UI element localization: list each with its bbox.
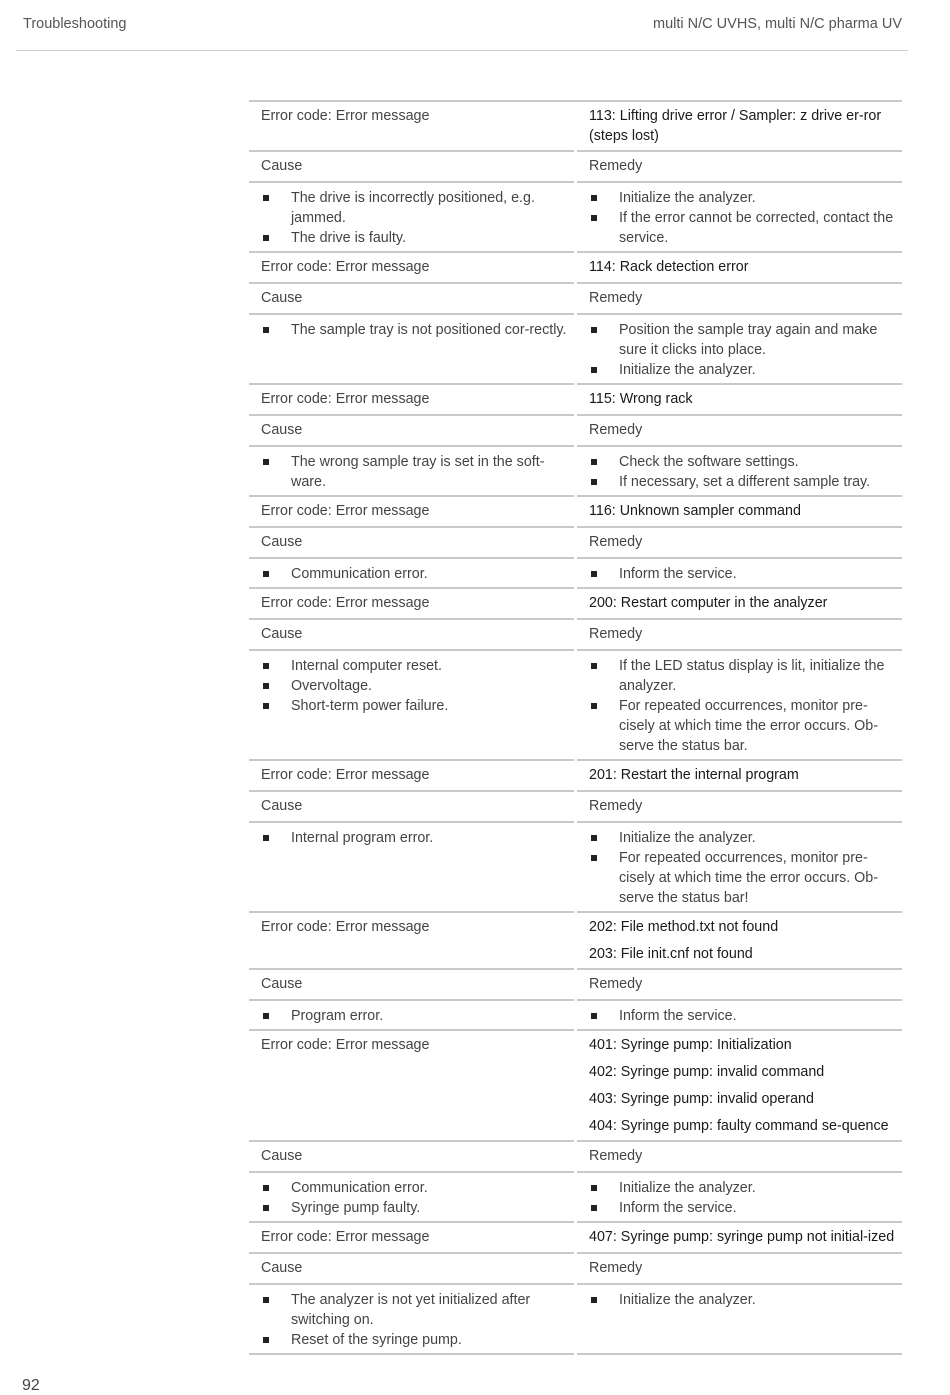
error-entry xyxy=(249,1223,902,1355)
cause-remedy-header-row xyxy=(249,528,902,559)
remedy-list xyxy=(589,1178,898,1218)
error-code-message: 404: Syringe pump: faulty command se-quence xyxy=(589,1118,889,1134)
cause-cell xyxy=(249,183,574,253)
cause-remedy-row xyxy=(249,1285,902,1355)
error-code-cell xyxy=(577,761,902,792)
cause-remedy-row xyxy=(249,315,902,385)
remedy-item: For repeated occurrences, monitor pre-cisely at which time the error occurs. Ob-serve the status bar! xyxy=(589,848,898,908)
product-name: multi N/C UVHS, multi N/C pharma UV xyxy=(653,16,902,32)
cause-list xyxy=(261,1178,570,1218)
error-entry xyxy=(249,589,902,761)
remedy-list xyxy=(589,828,898,908)
cause-heading: Cause xyxy=(261,290,303,306)
remedy-heading: Remedy xyxy=(589,976,643,992)
error-code-message: 203: File init.cnf not found xyxy=(589,946,753,962)
remedy-item: Check the software settings. xyxy=(589,452,898,472)
cause-item: Communication error. xyxy=(261,564,570,584)
cause-header-cell xyxy=(249,620,574,651)
remedy-item: Inform the service. xyxy=(589,1198,898,1218)
error-code-message: 407: Syringe pump: syringe pump not initial-ized xyxy=(589,1229,895,1245)
cause-header-cell xyxy=(249,1142,574,1173)
error-entry xyxy=(249,497,902,589)
error-code-row xyxy=(249,1031,902,1142)
error-entry xyxy=(249,913,902,1031)
cause-list xyxy=(261,564,570,584)
remedy-item: If necessary, set a different sample tray. xyxy=(589,472,898,492)
cause-item: Short-term power failure. xyxy=(261,696,570,716)
cause-remedy-row xyxy=(249,447,902,497)
error-code-row xyxy=(249,253,902,284)
cause-remedy-header-row xyxy=(249,970,902,1001)
remedy-list xyxy=(589,1290,898,1310)
remedy-list xyxy=(589,452,898,492)
remedy-header-cell xyxy=(577,284,902,315)
cause-remedy-row xyxy=(249,1001,902,1031)
remedy-header-cell xyxy=(577,970,902,1001)
remedy-item: If the LED status display is lit, initialize the analyzer. xyxy=(589,656,898,696)
error-code-message: 114: Rack detection error xyxy=(589,259,749,275)
error-code-message: 402: Syringe pump: invalid command xyxy=(589,1064,825,1080)
remedy-heading: Remedy xyxy=(589,626,643,642)
remedy-header-cell xyxy=(577,1254,902,1285)
error-code-cell xyxy=(577,385,902,416)
cause-list xyxy=(261,320,570,340)
page-number: 92 xyxy=(22,1377,40,1394)
cause-item: Syringe pump faulty. xyxy=(261,1198,570,1218)
cause-remedy-row xyxy=(249,183,902,253)
remedy-item: Initialize the analyzer. xyxy=(589,1178,898,1198)
error-code-cell xyxy=(577,102,902,152)
error-code-label-cell xyxy=(249,1223,574,1254)
cause-remedy-row xyxy=(249,559,902,589)
error-code-cell xyxy=(577,589,902,620)
cause-item: The drive is incorrectly positioned, e.g. jammed. xyxy=(261,188,570,228)
remedy-list xyxy=(589,1006,898,1026)
cause-heading: Cause xyxy=(261,1148,303,1164)
cause-header-cell xyxy=(249,792,574,823)
error-code-message: 201: Restart the internal program xyxy=(589,767,799,783)
remedy-list xyxy=(589,564,898,584)
remedy-list xyxy=(589,320,898,380)
cause-item: Program error. xyxy=(261,1006,570,1026)
cause-remedy-row xyxy=(249,651,902,761)
cause-cell xyxy=(249,1173,574,1223)
remedy-header-cell xyxy=(577,528,902,559)
cause-list xyxy=(261,188,570,248)
cause-item: The wrong sample tray is set in the soft-ware. xyxy=(261,452,570,492)
cause-cell xyxy=(249,651,574,761)
error-code-row xyxy=(249,102,902,152)
error-code-label-cell xyxy=(249,589,574,620)
cause-item: Overvoltage. xyxy=(261,676,570,696)
remedy-item: Initialize the analyzer. xyxy=(589,188,898,208)
error-code-row xyxy=(249,589,902,620)
error-code-cell xyxy=(577,497,902,528)
error-code-message: 115: Wrong rack xyxy=(589,391,693,407)
remedy-header-cell xyxy=(577,416,902,447)
error-code-label-cell xyxy=(249,761,574,792)
remedy-item: Inform the service. xyxy=(589,1006,898,1026)
cause-cell xyxy=(249,1285,574,1355)
remedy-heading: Remedy xyxy=(589,158,643,174)
remedy-header-cell xyxy=(577,1142,902,1173)
remedy-list xyxy=(589,188,898,248)
cause-remedy-row xyxy=(249,823,902,913)
remedy-header-cell xyxy=(577,792,902,823)
error-code-label: Error code: Error message xyxy=(261,595,430,611)
cause-heading: Cause xyxy=(261,534,303,550)
error-code-label-cell xyxy=(249,253,574,284)
error-code-row xyxy=(249,497,902,528)
cause-header-cell xyxy=(249,152,574,183)
error-code-label: Error code: Error message xyxy=(261,767,430,783)
remedy-item: Initialize the analyzer. xyxy=(589,1290,898,1310)
error-code-label: Error code: Error message xyxy=(261,259,430,275)
cause-list xyxy=(261,452,570,492)
error-code-label: Error code: Error message xyxy=(261,108,430,124)
cause-item: Reset of the syringe pump. xyxy=(261,1330,570,1350)
remedy-cell xyxy=(577,1173,902,1223)
cause-header-cell xyxy=(249,970,574,1001)
cause-header-cell xyxy=(249,416,574,447)
cause-remedy-header-row xyxy=(249,1142,902,1173)
cause-cell xyxy=(249,559,574,589)
page-header xyxy=(16,0,908,51)
cause-header-cell xyxy=(249,528,574,559)
error-code-cell xyxy=(577,913,902,970)
cause-item: The analyzer is not yet initialized after switching on. xyxy=(261,1290,570,1330)
cause-remedy-header-row xyxy=(249,416,902,447)
cause-cell xyxy=(249,823,574,913)
remedy-item: For repeated occurrences, monitor pre-cisely at which time the error occurs. Ob-serve the status bar. xyxy=(589,696,898,756)
cause-item: Communication error. xyxy=(261,1178,570,1198)
cause-header-cell xyxy=(249,1254,574,1285)
section-title: Troubleshooting xyxy=(23,16,127,32)
cause-heading: Cause xyxy=(261,158,303,174)
cause-list xyxy=(261,828,570,848)
cause-heading: Cause xyxy=(261,798,303,814)
cause-remedy-header-row xyxy=(249,1254,902,1285)
remedy-item: Inform the service. xyxy=(589,564,898,584)
remedy-item: Initialize the analyzer. xyxy=(589,828,898,848)
cause-remedy-header-row xyxy=(249,284,902,315)
cause-cell xyxy=(249,1001,574,1031)
error-code-label: Error code: Error message xyxy=(261,391,430,407)
error-code-label-cell xyxy=(249,497,574,528)
cause-item: The drive is faulty. xyxy=(261,228,570,248)
error-code-label: Error code: Error message xyxy=(261,1229,430,1245)
remedy-heading: Remedy xyxy=(589,534,643,550)
remedy-heading: Remedy xyxy=(589,290,643,306)
remedy-item: If the error cannot be corrected, contact the service. xyxy=(589,208,898,248)
error-code-label-cell xyxy=(249,102,574,152)
error-code-label-cell xyxy=(249,385,574,416)
cause-item: Internal program error. xyxy=(261,828,570,848)
cause-heading: Cause xyxy=(261,422,303,438)
remedy-cell xyxy=(577,823,902,913)
error-code-label: Error code: Error message xyxy=(261,503,430,519)
error-code-row xyxy=(249,385,902,416)
error-code-row xyxy=(249,1223,902,1254)
error-code-message: 116: Unknown sampler command xyxy=(589,503,801,519)
error-entry xyxy=(249,761,902,913)
remedy-cell xyxy=(577,315,902,385)
cause-cell xyxy=(249,447,574,497)
error-code-cell xyxy=(577,253,902,284)
cause-heading: Cause xyxy=(261,626,303,642)
error-table xyxy=(249,100,902,1355)
cause-item: The sample tray is not positioned cor-rectly. xyxy=(261,320,570,340)
error-code-message: 401: Syringe pump: Initialization xyxy=(589,1037,792,1053)
error-code-message: 200: Restart computer in the analyzer xyxy=(589,595,828,611)
remedy-cell xyxy=(577,1285,902,1355)
remedy-item: Initialize the analyzer. xyxy=(589,360,898,380)
remedy-cell xyxy=(577,183,902,253)
cause-list xyxy=(261,1006,570,1026)
cause-heading: Cause xyxy=(261,1260,303,1276)
remedy-heading: Remedy xyxy=(589,798,643,814)
cause-remedy-row xyxy=(249,1173,902,1223)
error-code-label: Error code: Error message xyxy=(261,919,430,935)
cause-list xyxy=(261,1290,570,1350)
error-entry xyxy=(249,385,902,497)
error-code-message: 403: Syringe pump: invalid operand xyxy=(589,1091,814,1107)
remedy-list xyxy=(589,656,898,756)
remedy-item: Position the sample tray again and make sure it clicks into place. xyxy=(589,320,898,360)
cause-header-cell xyxy=(249,284,574,315)
remedy-cell xyxy=(577,651,902,761)
error-entry xyxy=(249,253,902,385)
remedy-cell xyxy=(577,447,902,497)
remedy-heading: Remedy xyxy=(589,1148,643,1164)
error-code-message: 202: File method.txt not found xyxy=(589,919,779,935)
cause-list xyxy=(261,656,570,716)
cause-item: Internal computer reset. xyxy=(261,656,570,676)
error-code-message: 113: Lifting drive error / Sampler: z drive er-ror (steps lost) xyxy=(589,108,882,144)
cause-heading: Cause xyxy=(261,976,303,992)
cause-cell xyxy=(249,315,574,385)
cause-remedy-header-row xyxy=(249,792,902,823)
error-code-label-cell xyxy=(249,913,574,970)
remedy-header-cell xyxy=(577,152,902,183)
cause-remedy-header-row xyxy=(249,620,902,651)
error-code-label-cell xyxy=(249,1031,574,1142)
cause-remedy-header-row xyxy=(249,152,902,183)
remedy-cell xyxy=(577,1001,902,1031)
remedy-heading: Remedy xyxy=(589,422,643,438)
remedy-header-cell xyxy=(577,620,902,651)
error-code-cell xyxy=(577,1223,902,1254)
remedy-heading: Remedy xyxy=(589,1260,643,1276)
error-code-row xyxy=(249,913,902,970)
remedy-cell xyxy=(577,559,902,589)
error-code-label: Error code: Error message xyxy=(261,1037,430,1053)
error-code-row xyxy=(249,761,902,792)
error-entry xyxy=(249,1031,902,1223)
error-code-cell xyxy=(577,1031,902,1142)
error-entry xyxy=(249,102,902,253)
